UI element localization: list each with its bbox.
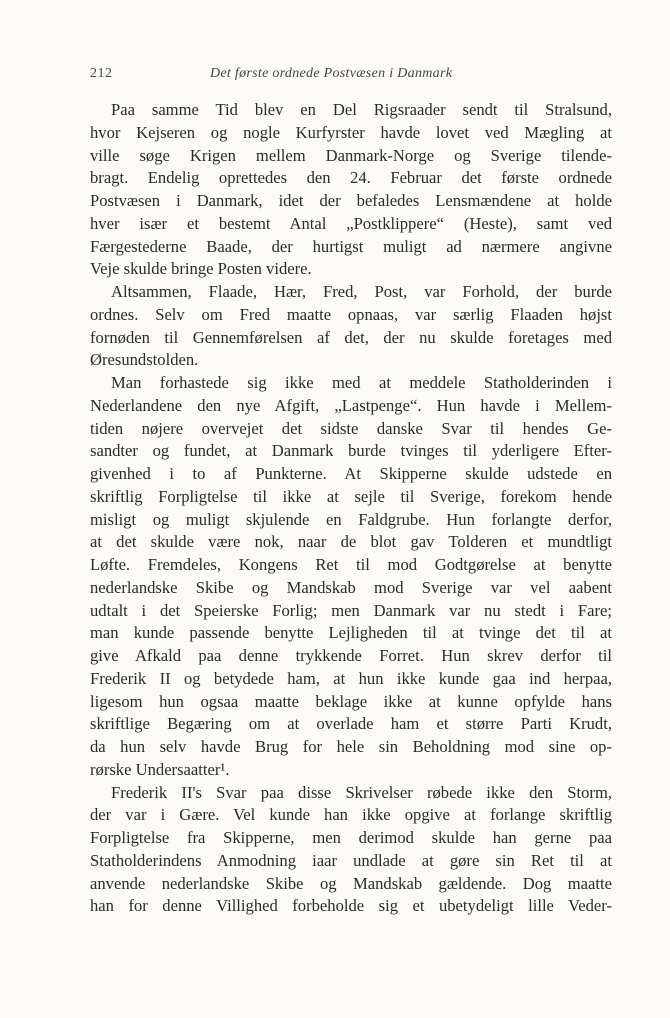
text-line: han for denne Villighed forbeholde sig et ubetydeligt lille Veder- [90, 896, 612, 916]
text-line: da hun selv havde Brug for hele sin Beholdning mod sine op- [90, 737, 612, 756]
text-line: Postvæsen i Danmark, idet der befaledes Lensmændene at holde [90, 191, 612, 210]
text-line: skriftlig Forpligtelse til ikke at sejle til Sverige, forekom hende [90, 486, 612, 506]
text-line: sandter og fundet, at Danmark burde tvinges til yderligere Efter- [90, 441, 612, 461]
text-line: Frederik II og betydede ham, at hun ikke kunde gaa ind herpaa, [90, 668, 612, 688]
page-number: 212 [90, 66, 113, 81]
text-line: ville søge Krigen mellem Danmark-Norge og Sverige tilende- [90, 145, 612, 165]
text-line: fornøden til Gennemførelsen af det, der nu skulde foretages med [90, 327, 612, 347]
text-line: ordnes. Selv om Fred maatte opnaas, var særlig Flaaden højst [90, 304, 612, 324]
text-line: Paa samme Tid blev en Del Rigsraader sendt til Stralsund, [111, 100, 612, 119]
text-line: udtalt i det Speierske Forlig; men Danmark var nu stedt i Fare; [90, 600, 612, 620]
text-line: Man forhastede sig ikke med at meddele Statholderinden i [111, 373, 612, 392]
body-text [90, 99, 612, 918]
text-line: Øresundstolden. [90, 350, 199, 370]
text-line: nederlandske Skibe og Mandskab mod Sverige var vel aabent [90, 577, 612, 597]
text-line: der var i Gære. Vel kunde han ikke opgive at forlange skriftlig [90, 805, 612, 825]
text-line: Statholderindens Anmodning iaar undlade at gøre sin Ret til at [90, 850, 612, 870]
text-line: Frederik II's Svar paa disse Skrivelser røbede ikke den Storm, [111, 782, 612, 802]
text-line: Altsammen, Flaade, Hær, Fred, Post, var Forhold, der burde [111, 282, 612, 301]
text-line: anvende nederlandske Skibe og Mandskab gældende. Dog maatte [90, 873, 612, 893]
text-line: bragt. Endelig oprettedes den 24. Februar det første ordnede [90, 168, 612, 188]
text-line: rørske Undersaatter¹. [90, 759, 230, 779]
text-line: ligesom hun ogsaa maatte beklage ikke at kunne opfylde hans [90, 691, 612, 711]
text-line: man kunde passende benytte Lejligheden til at tvinge det til at [90, 623, 612, 643]
text-line: Løfte. Fremdeles, Kongens Ret til mod Godtgørelse at benytte [90, 555, 612, 574]
text-line: Veje skulde bringe Posten videre. [90, 259, 312, 279]
text-line: give Afkald paa denne trykkende Forret. Hun skrev derfor til [90, 646, 612, 665]
text-line: hver især et bestemt Antal „Postklippere“ (Heste), samt ved [90, 213, 612, 233]
text-line: hvor Kejseren og nogle Kurfyrster havde lovet ved Mægling at [90, 122, 612, 142]
text-line: Færgestederne Baade, der hurtigst muligt ad nærmere angivne [90, 236, 612, 256]
running-title: Det første ordnede Postvæsen i Danmark [210, 66, 453, 81]
text-line: tiden nøjere overvejet det sidste danske Svar til hendes Ge- [90, 418, 612, 438]
text-line: at det skulde være nok, naar de blot gav Tolderen et mundtligt [90, 532, 612, 552]
running-header [90, 66, 610, 86]
text-line: givenhed i to af Punkterne. At Skipperne skulde udstede en [90, 464, 612, 483]
text-line: Forpligtelse fra Skipperne, men derimod skulde han gerne paa [90, 828, 612, 847]
text-line: misligt og muligt skjulende en Faldgrube. Hun forlangte derfor, [90, 509, 612, 529]
text-line: skriftlige Begæring om at overlade ham et større Parti Krudt, [90, 714, 612, 734]
text-line: Nederlandene den nye Afgift, „Lastpenge“. Hun havde i Mellem- [90, 395, 612, 415]
